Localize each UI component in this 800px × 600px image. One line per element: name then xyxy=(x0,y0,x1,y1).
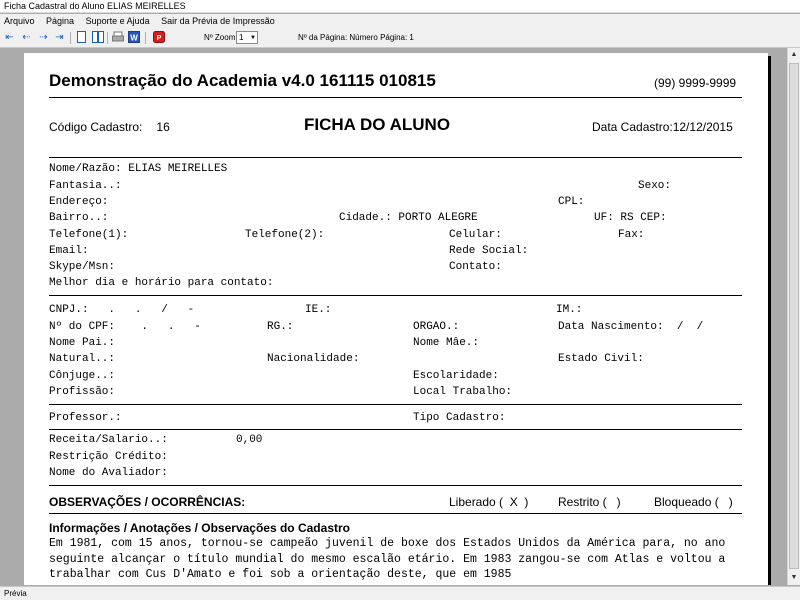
zoom-label: Nº Zoom xyxy=(204,33,236,42)
field-melhor-dia: Melhor dia e horário para contato: xyxy=(49,277,274,289)
divider xyxy=(49,513,742,514)
divider xyxy=(49,97,742,98)
status-restrito: Restrito ( ) xyxy=(558,495,621,509)
field-nome: Nome/Razão: ELIAS MEIRELLES xyxy=(49,163,228,175)
field-telefone2: Telefone(2): xyxy=(245,229,325,241)
field-receita-salario: Receita/Salario..: xyxy=(49,434,168,446)
scroll-thumb[interactable] xyxy=(789,63,799,569)
report-page xyxy=(24,53,768,585)
field-ie: IE.: xyxy=(305,304,332,316)
field-im: IM.: xyxy=(556,304,583,316)
field-fax: Fax: xyxy=(618,229,645,241)
word-icon[interactable] xyxy=(127,31,140,44)
field-nacionalidade: Nacionalidade: xyxy=(267,353,360,365)
divider xyxy=(49,295,742,296)
field-email: Email: xyxy=(49,245,89,257)
next-page-icon[interactable]: ⇢ xyxy=(39,32,48,43)
two-pages-icon[interactable] xyxy=(91,31,104,44)
codigo-cadastro-value: 16 xyxy=(156,120,170,134)
field-natural: Natural..: xyxy=(49,353,116,365)
toolbar-separator xyxy=(70,32,71,44)
divider xyxy=(49,157,742,158)
vertical-scrollbar[interactable] xyxy=(787,48,800,585)
field-cpl: CPL: xyxy=(558,196,585,208)
window-title: Ficha Cadastral do Aluno ELIAS MEIRELLES xyxy=(0,0,800,13)
field-tipo-cadastro: Tipo Cadastro: xyxy=(413,412,506,424)
report-header-title: Demonstração do Academia v4.0 161115 010815 xyxy=(49,71,436,90)
page-number-info: Nº da Página: Número Página: 1 xyxy=(298,33,414,42)
zoom-select[interactable] xyxy=(236,31,258,44)
field-bairro: Bairro..: xyxy=(49,212,109,224)
field-cidade: Cidade.: PORTO ALEGRE xyxy=(339,212,478,224)
zoom-value: 1 xyxy=(239,33,244,42)
field-receita-valor: 0,00 xyxy=(236,434,263,446)
field-uf-cep: UF: RS CEP: xyxy=(594,212,667,224)
field-escolaridade: Escolaridade: xyxy=(413,370,499,382)
observacoes-title: OBSERVAÇÕES / OCORRÊNCIAS: xyxy=(49,495,246,509)
status-liberado: Liberado ( X ) xyxy=(449,495,529,509)
svg-text:W: W xyxy=(129,33,138,43)
divider xyxy=(49,485,742,486)
menu-arquivo[interactable]: Arquivo xyxy=(4,16,35,26)
field-restricao-credito: Restrição Crédito: xyxy=(49,451,168,463)
field-orgao: ORGAO.: xyxy=(413,321,460,333)
menu-pagina[interactable]: Página xyxy=(46,16,75,26)
field-rede-social: Rede Social: xyxy=(449,245,529,257)
field-sexo: Sexo: xyxy=(638,180,672,192)
field-conjuge: Cônjuge..: xyxy=(49,370,116,382)
field-skype: Skype/Msn: xyxy=(49,261,116,273)
chevron-down-icon: ▼ xyxy=(250,35,256,41)
first-page-icon[interactable]: ⇤ xyxy=(5,32,14,43)
last-page-icon[interactable]: ⇥ xyxy=(55,32,64,43)
print-icon[interactable] xyxy=(111,31,124,44)
field-telefone1: Telefone(1): xyxy=(49,229,129,241)
scroll-up-icon[interactable]: ▲ xyxy=(790,51,798,58)
codigo-cadastro-label: Código Cadastro: 16 xyxy=(49,120,170,134)
data-cadastro: Data Cadastro:12/12/2015 xyxy=(592,120,733,134)
field-cpf: Nº do CPF: . . - xyxy=(49,321,201,333)
field-contato: Contato: xyxy=(449,261,502,273)
scroll-down-icon[interactable]: ▼ xyxy=(790,574,798,581)
field-nome-avaliador: Nome do Avaliador: xyxy=(49,467,168,479)
report-phone: (99) 9999-9999 xyxy=(654,76,737,90)
field-estado-civil: Estado Civil: xyxy=(558,353,644,365)
status-bloqueado: Bloqueado ( ) xyxy=(654,495,733,509)
informacoes-title: Informações / Anotações / Observações do Cadastro xyxy=(49,521,350,535)
preview-viewport xyxy=(0,48,787,585)
divider xyxy=(49,404,742,405)
menu-sair-previa[interactable]: Sair da Prévia de Impressão xyxy=(161,16,275,26)
svg-text:P: P xyxy=(156,35,161,42)
field-nome-mae: Nome Mâe.: xyxy=(413,337,480,349)
toolbar-separator xyxy=(107,32,108,44)
menu-suporte[interactable]: Suporte e Ajuda xyxy=(85,16,150,26)
divider xyxy=(49,429,742,430)
field-cnpj: CNPJ.: . . / - xyxy=(49,304,195,316)
field-local-trabalho: Local Trabalho: xyxy=(413,386,513,398)
single-page-icon[interactable] xyxy=(75,31,88,44)
field-rg: RG.: xyxy=(267,321,294,333)
field-endereco: Endereço: xyxy=(49,196,109,208)
field-fantasia: Fantasia..: xyxy=(49,180,122,192)
field-nome-pai: Nome Pai.: xyxy=(49,337,116,349)
field-professor: Professor.: xyxy=(49,412,122,424)
toolbar-separator xyxy=(145,32,146,44)
field-profissao: Profissão: xyxy=(49,386,116,398)
menu-bar xyxy=(0,14,800,29)
status-bar: Prévia xyxy=(0,586,800,600)
ficha-title: FICHA DO ALUNO xyxy=(304,115,451,134)
toolbar xyxy=(0,29,800,48)
prev-page-icon[interactable]: ⇠ xyxy=(22,32,31,43)
observacoes-text: Em 1981, com 15 anos, tornou-se campeão juvenil de boxe dos Estados Unidos da América para, no ano seguinte alcançar o título mundial do mesmo escalão etário. Em 1983 zangou-se com Atlas e voltou a trabalhar com Cus D'Amato e foi sob a orientação deste, que em 1985 xyxy=(49,537,726,581)
field-data-nascimento: Data Nascimento: / / xyxy=(558,321,704,333)
field-celular: Celular: xyxy=(449,229,502,241)
pdf-icon[interactable] xyxy=(152,31,165,44)
